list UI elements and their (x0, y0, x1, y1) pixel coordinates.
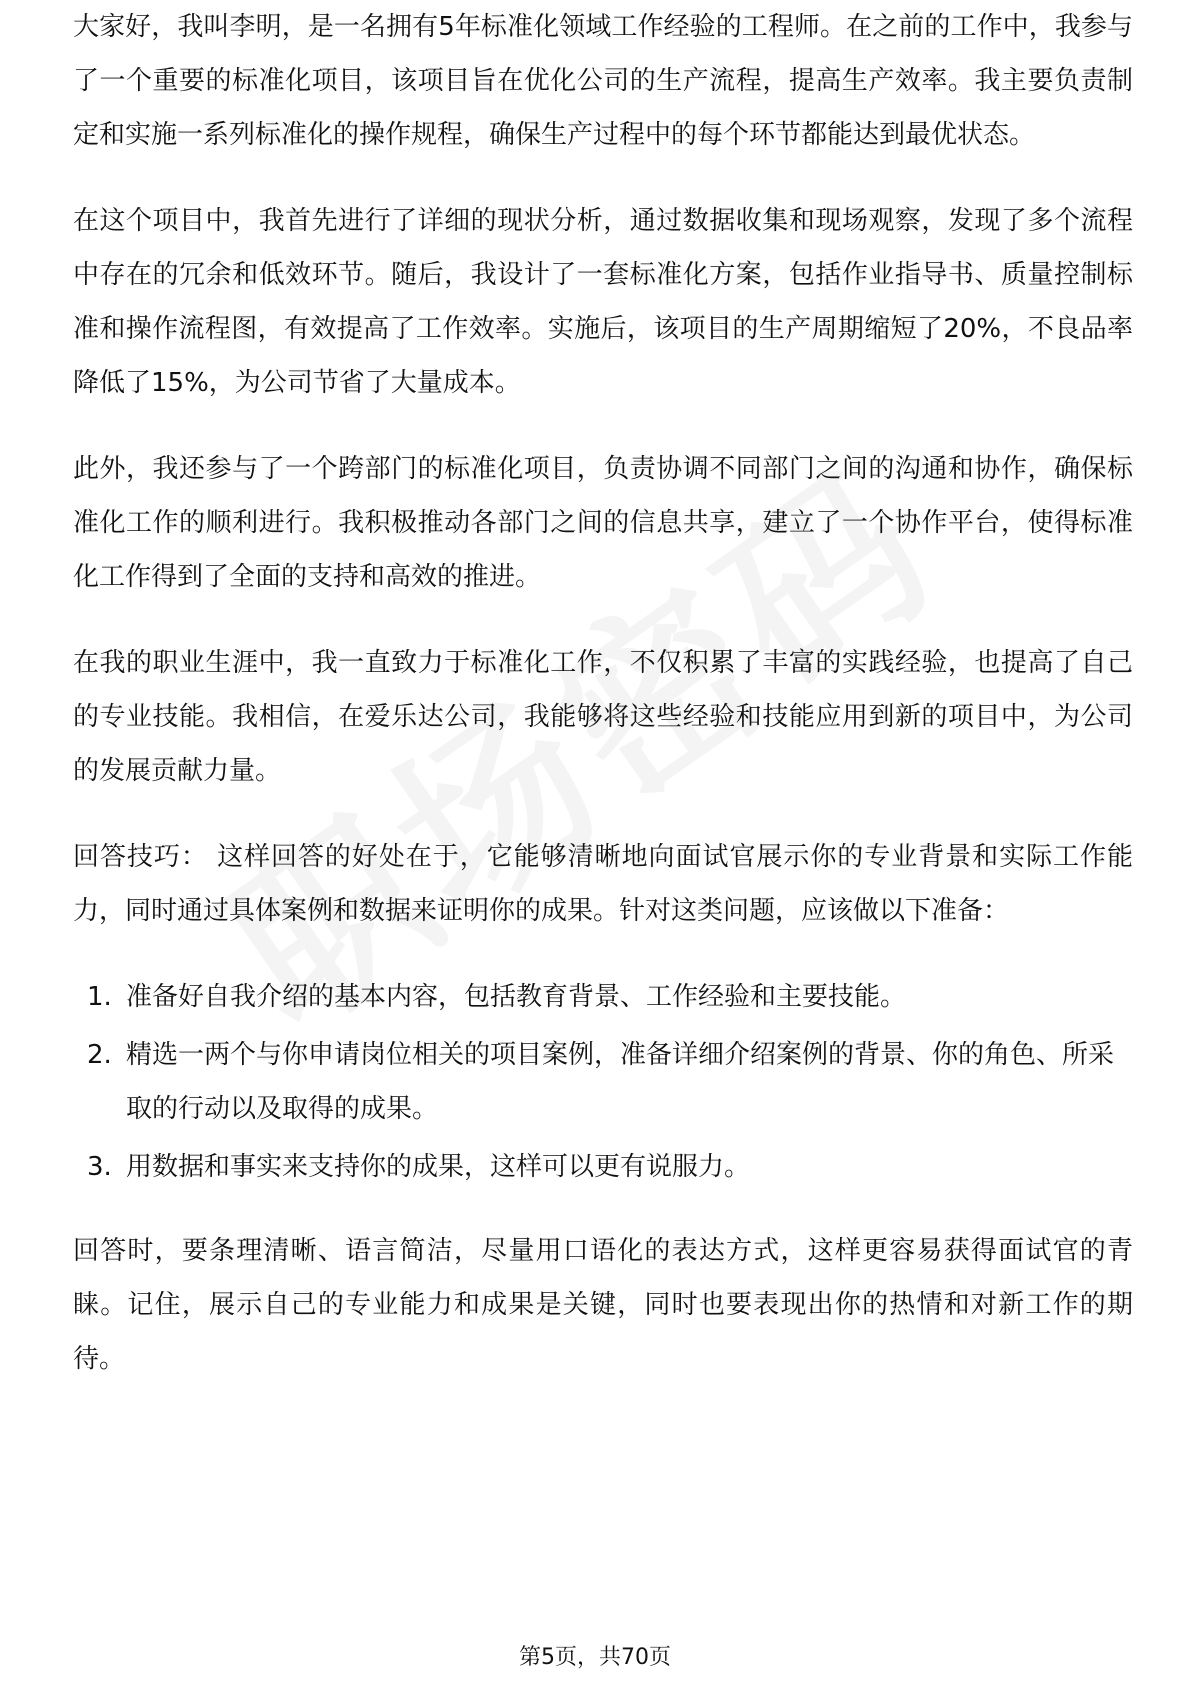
paragraph-closing: 回答时，要条理清晰、语言简洁，尽量用口语化的表达方式，这样更容易获得面试官的青睐。记住，展示自己的专业能力和成果是关键，同时也要表现出你的热情和对新工作的期待。 (73, 1236, 1133, 1374)
list-number: 3. (87, 1152, 112, 1182)
page-number: 第5页，共70页 (519, 1645, 671, 1670)
paragraph-answer-tips: 回答技巧： 这样回答的好处在于，它能够清晰地向面试官展示你的专业背景和实际工作能力，同时通过具体案例和数据来证明你的成果。针对这类问题，应该做以下准备： (73, 842, 1133, 926)
list-item-text: 用数据和事实来支持你的成果，这样可以更有说服力。 (126, 1152, 751, 1182)
document-body (73, 12, 1133, 1418)
paragraph-cross-department: 此外，我还参与了一个跨部门的标准化项目，负责协调不同部门之间的沟通和协作，确保标准化工作的顺利进行。我积极推动各部门之间的信息共享，建立了一个协作平台，使得标准化工作得到了全面的支持和高效的推进。 (73, 454, 1133, 592)
list-item (73, 1028, 1133, 1136)
paragraph-career: 在我的职业生涯中，我一直致力于标准化工作，不仅积累了丰富的实践经验，也提高了自己的专业技能。我相信，在爱乐达公司，我能够将这些经验和技能应用到新的项目中，为公司的发展贡献力量。 (73, 648, 1133, 786)
list-item (73, 970, 1133, 1024)
list-number: 2. (87, 1040, 112, 1070)
preparation-list (73, 970, 1133, 1194)
paragraph-intro: 大家好，我叫李明，是一名拥有5年标准化领域工作经验的工程师。在之前的工作中，我参与了一个重要的标准化项目，该项目旨在优化公司的生产流程，提高生产效率。我主要负责制定和实施一系列标准化的操作规程，确保生产过程中的每个环节都能达到最优状态。 (73, 12, 1133, 150)
list-item (73, 1140, 1133, 1194)
list-number: 1. (87, 982, 112, 1012)
list-item-text: 精选一两个与你申请岗位相关的项目案例，准备详细介绍案例的背景、你的角色、所采取的行动以及取得的成果。 (126, 1040, 1115, 1124)
list-item-text: 准备好自我介绍的基本内容，包括教育背景、工作经验和主要技能。 (126, 982, 907, 1012)
paragraph-project-analysis: 在这个项目中，我首先进行了详细的现状分析，通过数据收集和现场观察，发现了多个流程中存在的冗余和低效环节。随后，我设计了一套标准化方案，包括作业指导书、质量控制标准和操作流程图，有效提高了工作效率。实施后，该项目的生产周期缩短了20%，不良品率降低了15%，为公司节省了大量成本。 (73, 206, 1133, 398)
